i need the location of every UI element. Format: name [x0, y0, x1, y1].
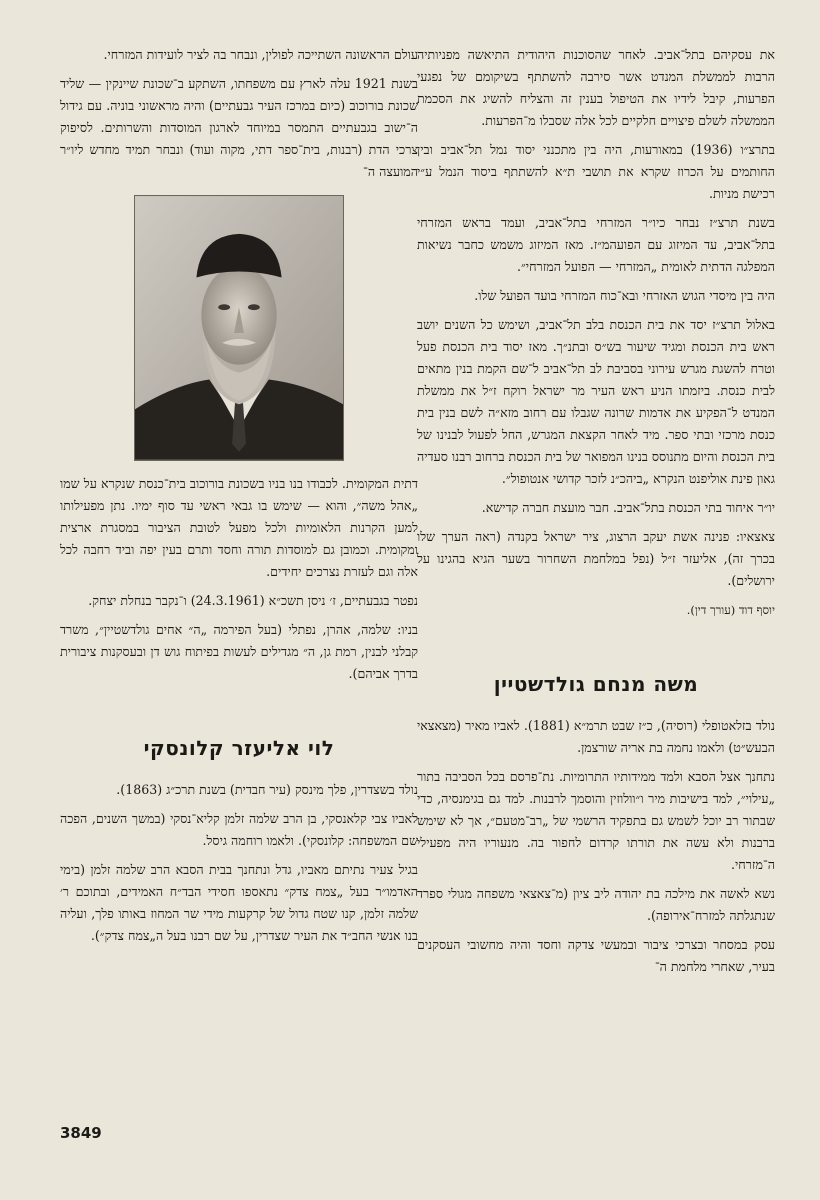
portrait-image: [135, 196, 343, 460]
paragraph: בתרצ״ו (1936) במאורעות, היה בין מתכנני יסוד נמל תל־אביב ובין החותמים על הכרוז שקרא את תושבי ת״א להשתתף ביסוד הנמל ע״י רכישת מניות.: [417, 142, 775, 201]
paragraph: נשא לאשה את מילכה בת יהודה ליב ציון (מ־צאצאי משפחה מגולי ספרד שנתגלתה למזרח־אירופה).: [417, 886, 775, 923]
paragraph: נולד בזלאטופלי (רוסיה), כ״ז שבט תרמ״א (1881). לאביו מאיר (מצאצאי הבעש״ט) ולאמו נחמה בת אריה שורצמן.: [417, 718, 775, 755]
right-column: [417, 44, 775, 985]
page-number: 3849: [60, 1124, 102, 1142]
paragraph: עסק במסחר ובצרכי ציבור ובמעשי צדקה וחסד והיה מחשובי העסקנים בעיר, שאחרי מלחמת ה־: [417, 937, 775, 974]
paragraph: נפטר בגבעתיים, ז׳ ניסן תשכ״א (24.3.1961) ו־נקבר בנחלת יצחק.: [88, 593, 418, 608]
paragraph: דתית המקומית. לכבודו בנו בניו בשכונת בורוכוב בית־כנסת שנקרא על שמו „אהל משה״, והוא — שימש בו גבאי ראשי עד סוף ימיו. נתן מפעילותו למען הקרנות הלאומיות ולכל מפעל לטובת הציבור במסגרת ארצית ומקומית. וכמובן גם למוסדות תורה וחסד ותרם בעין יפה וביד רחבה לכל אלה וגם לעזרת נצרכים יחידים.: [60, 476, 418, 579]
entry-heading: משה מנחם גולדשטיין: [493, 672, 699, 696]
paragraph: בשנת 1921 עלה לארץ עם משפחתו, השתקע ב־שכונת שיינקין — שליד שכונת בורוכוב (כיום במרכז העיר גבעתיים) והיה מראשוני בוניה. עם גידול ה־ישוב בגבעתיים התמסר במיוחד לארגון המוסדות והשרותים. לסיפוק צרכי הדת (רבנות, בית־ספר דתי, מקוה ועוד) ונבחר תמיד מחדש ליו״ר המועצה ה־: [60, 76, 418, 179]
portrait-photo: [134, 195, 344, 461]
paragraph: בניו: שלמה, אהרן, נפתלי (בעל הפירמה „ה״ אחים גולדשטיין״, משרד קבלני לבנין, רמת גן, ה״ מגדילים לעשות בפיתוח גוש דן ובעסקנות ציבורית בדרך אביהם).: [60, 622, 418, 681]
left-column: [60, 44, 418, 954]
paragraph: נתחנך אצל הסבא ולמד ממידותיו התרומיות. נת־פרסם בכל הסביבה בתור „עילוי״, למד בישיבות מיר ו״וולוזין והוסמך לרבנות. למד גם בגימנסיה, כדי שבתור רב יוכל לשמש גם בתפקיד הרשמי של „רב־מטעם״, אך לא שימש ברבנות ולא עשה את תורתו קרדום לחפור בה. מנעוריו היה מפעילי ה־מזרחי.: [417, 769, 775, 872]
paragraph: לאביו צבי קלאנסקי, בן הרב שלמה זלמן קליא־נסקי (במשך השנים, הפכה שם המשפחה: קלונסקי). ולאמו רוחמה גיסל.: [60, 811, 418, 848]
paragraph: בגיל צעיר נתיתם מאביו, גדל ונתחנך בבית הסבא הרב שלמה זלמן (בימי האדמו״ר בעל „צמח צדק״ נתאספו חסידי הבד״ח האמידים, ובתוכם ר׳ שלמה זלמן, קנו שטח גדול של קרקעות מידי שר המחוז באותו פלך, ועליה בנו אנשי החב״ד את העיר שצדרין, על שם רבנו בעל ה„צמח צדק״).: [60, 862, 418, 943]
entry-heading: לוי אליעזר קלונסקי: [143, 736, 335, 760]
paragraph: נולד בשצדרין, פלך מינסק (עיר חבדית) בשנת תרכ״ג (1863).: [116, 782, 418, 797]
paragraph: את עסקיהם בתל־אביב. לאחר שהסוכנות היהודית התיאשה מפניותיה הרבות לממשלת המנדט אשר סירבה להשתתף בשיקומם של נפגעי הפרעות, קיבל לידיו את הטיפול בענין זה והצליח להשיג את הסכמת הממשלה לשלם פיצויים חלקיים לכל אלה שסבלו מ־הפרעות.: [417, 47, 775, 128]
author-signature: יוסף דוד (עורך דין).: [686, 603, 775, 617]
paragraph: צאצאיו: פנינה אשת יעקב הרצוג, ציר ישראל בקנדה (ראה הערך שלו בכרך זה), אליעזר ז״ל (נפל במלחמת השחרור בשער הגיא בהגינו על ירושלים).: [417, 529, 775, 588]
paragraph: באלול תרצ״ז יסד את בית הכנסת בלב תל־אביב, ושימש כל השנים יושב ראש בית הכנסת ומגיד שיעור בש״ס ובתנ״ך. מאז יסוד בית הכנסת פעל וטרח להשגת מגרש עירוני בסביבת לב תל־אביב ל־שם הקמת בנין מתאים לבית כנסת. ביזמתו הניע ראש העיר מר ישראל רוקח ז״ל את ממשלת המנדט ל־הפקיע את אדמות שרונה שגבלו עם רחוב מזא״ה לשם בנין בית כנסת מרכזי ובתי ספר. מיד לאחר הקצאת המגרש, החל לפעול לבנינו של בית הכנסת והיום מתנוסס בנינו המפואר של בית הכנסת ברחוב רבנו סעדיה גאון פינת אוליפנט הנקרא „ביהכ״נ לזכר קדושי אנטופול״.: [417, 317, 775, 486]
paragraph: בשנת תרצ״ז נבחר כיו״ר המזרחי בתל־אביב, ועמד בראש המזרחי בתל־אביב, עד המיזוג עם הפועהמ״ז. מאז המיזוג משמש כחבר נשיאות המפלגה הדתית לאומית „המזרחי — הפועל המזרחי״.: [417, 215, 775, 274]
paragraph: עולם הראשונה השתייכה לפולין, ונבחר בה לציר לועידות המזרחי.: [103, 47, 418, 62]
paragraph: יו״ר איחוד בתי הכנסת בתל־אביב. חבר מועצת חברה קדישא.: [481, 500, 775, 515]
paragraph: היה בין מיסדי הגוש האזרחי ובא־כוח המזרחי בועד הפועל שלו.: [474, 288, 775, 303]
